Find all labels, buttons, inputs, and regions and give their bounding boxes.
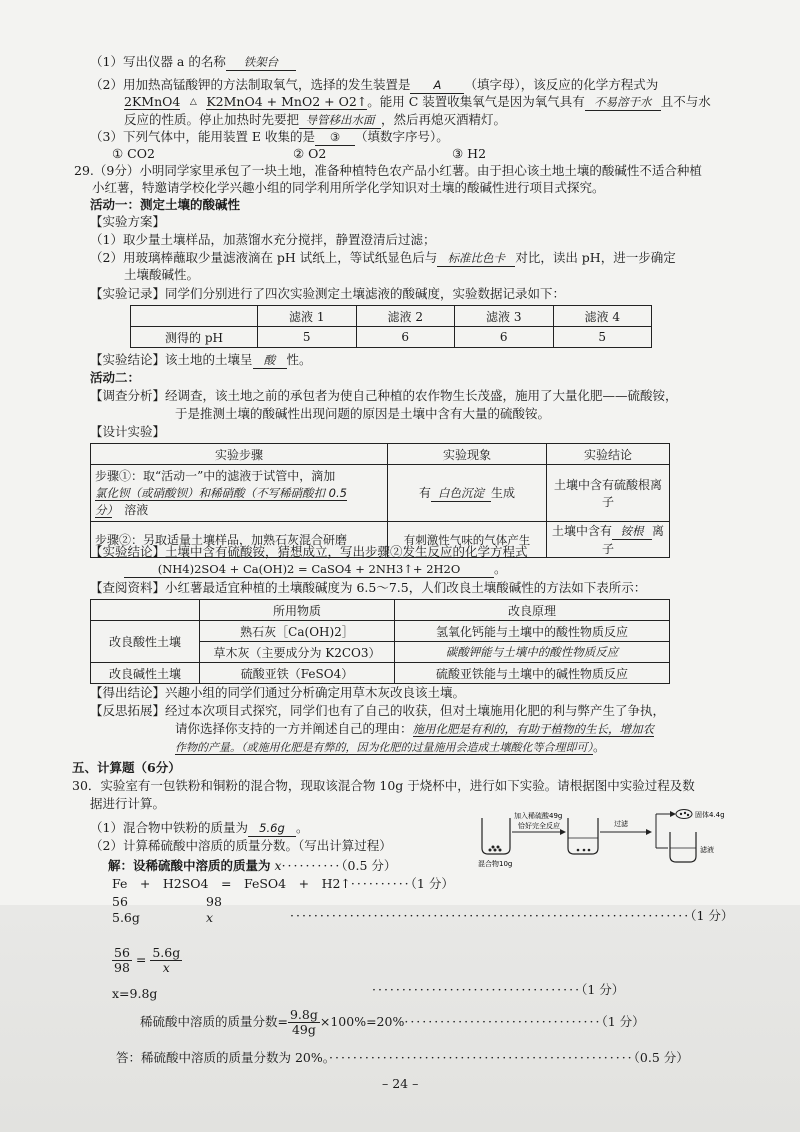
q29-reference: 【查阅资料】小红薯最适宜种植的土壤酸碱度为 6.5～7.5，人们改良土壤酸碱性的方法如下表所示：: [90, 580, 647, 595]
ph-header-2: 滤液 2: [356, 306, 455, 327]
q28-part2-line3: 反应的性质。停止加热时先要把 导管移出水面 ，然后再熄灭酒精灯。: [124, 112, 507, 127]
improve-header-principle: 改良原理: [395, 600, 670, 621]
label-filtrate: 滤液: [700, 846, 714, 854]
q30-intro-1: 30．实验室有一包铁粉和铜粉的混合物，现取该混合物 10g 于烧杯中，进行如下实验。请根据图中实验过程及数: [72, 778, 695, 793]
solution-equation: Fe + H2SO4 = FeSO4 + H2↑··········（1 分）: [112, 876, 454, 891]
design-conclusion-1: 土壤中含有硫酸根离子: [547, 465, 670, 522]
design-step-2: 步骤②：另取适量土壤样品，加熟石灰混合研磨: [91, 522, 388, 558]
improve-corner: [91, 600, 200, 621]
label-filter: 过滤: [614, 820, 628, 828]
q29-reflect-2: 请你选择你支持的一方并阐述自己的理由：施用化肥是有利的，有助于植物的生长，增加农: [175, 721, 655, 736]
q29-survey-1: 【调查分析】经调查，该土地之前的承包者为使自己种植的农作物生长茂盛，施用了大量化肥——硫酸铵，: [90, 388, 678, 403]
experiment-diagram: [478, 808, 734, 872]
design-conclusion-2: 土壤中含有 铵根 离子: [547, 522, 670, 558]
ph-row-label: 测得的 pH: [131, 327, 258, 348]
design-phenomenon-2: 有刺激性气味的气体产生: [388, 522, 547, 558]
q29-record: 【实验记录】同学们分别进行了四次实验测定土壤滤液的酸碱度，实验数据记录如下：: [90, 286, 566, 301]
q29-plan-1: （1）取少量土壤样品，加蒸馏水充分搅拌，静置澄清后过滤；: [90, 232, 436, 247]
label-add-acid: 加入稀硫酸49g: [514, 812, 563, 820]
design-table: [90, 443, 670, 558]
q30-part2: （2）计算稀硫酸中溶质的质量分数。（写出计算过程）: [90, 838, 392, 853]
label-solid: 固体4.4g: [695, 811, 725, 819]
section-5-heading: 五、计算题（6分）: [72, 760, 181, 775]
ph-header-3: 滤液 3: [455, 306, 554, 327]
improve-header-substance: 所用物质: [200, 600, 395, 621]
beaker-mixture-icon: [482, 818, 510, 854]
q29-activity-1: 活动一：测定土壤的酸碱性: [90, 197, 241, 212]
q28-equation-line: 2KMnO4 △ K2MnO4 + MnO2 + O2↑。能用 C 装置收集氧气是因为氧气具有 不易溶于水 且不与水: [124, 94, 711, 109]
ph-table: [130, 305, 652, 348]
q29-design-heading: 【设计实验】: [90, 424, 166, 439]
q29-reflect-1: 【反思拓展】经过本次项目式探究，同学们也有了自己的收获，但对土壤施用化肥的利与弊产生了争执，: [90, 703, 666, 718]
q29-conclusion-2-equation: (NH4)2SO4 + Ca(OH)2 = CaSO4 + 2NH3↑+ 2H2O 。: [124, 561, 507, 578]
ph-value-3: 6: [455, 327, 554, 348]
solution-answer: 答：稀硫酸中溶质的质量分数为 20%。···················································（0.5 分）: [116, 1050, 689, 1065]
ph-table-corner: [131, 306, 258, 327]
solution-molar-fe: 56: [112, 894, 128, 909]
ph-value-1: 5: [258, 327, 357, 348]
q30-intro-2: 据进行计算。: [90, 796, 166, 811]
q29-intro-1: 29.（9分）小明同学家里承包了一块土地，准备种植特色农产品小红薯。由于担心该土地土壤的酸碱性不适合种植: [74, 163, 702, 178]
solution-x-result: x=9.8g: [112, 986, 158, 1001]
design-step-1: 步骤①：取“活动一”中的滤液于试管中，滴加 氯化钡（或硝酸钡）和稀硝酸（不写稀硝酸扣 0.5 分） 溶液: [91, 465, 388, 522]
improve-group-acid: 改良酸性土壤: [91, 621, 200, 663]
q29-conclusion-2: 【实验结论】土壤中含有硫酸铵，猜想成立，写出步骤②发生反应的化学方程式: [90, 544, 528, 559]
q28-option-1: ① CO2: [112, 146, 155, 161]
q29-final: 【得出结论】兴趣小组的同学们通过分析确定用草木灰改良该土壤。: [90, 685, 466, 700]
ph-value-4: 5: [553, 327, 652, 348]
solution-mass-fe: 5.6g: [112, 910, 140, 925]
improve-group-alkali: 改良碱性土壤: [91, 663, 200, 684]
improve-substance-1: 熟石灰［Ca(OH)2］: [200, 621, 395, 642]
design-header-steps: 实验步骤: [91, 444, 388, 465]
ph-value-2: 6: [356, 327, 455, 348]
improve-table: [90, 599, 670, 684]
improve-substance-3: 硫酸亚铁（FeSO4）: [200, 663, 395, 684]
solution-molar-acid: 98: [206, 894, 222, 909]
q28-part1: （1）写出仪器 a 的名称 铁架台: [90, 54, 296, 71]
page-number: – 24 –: [382, 1076, 419, 1091]
ph-header-1: 滤液 1: [258, 306, 357, 327]
q29-activity-2: 活动二：: [90, 370, 141, 385]
q29-conclusion-1: 【实验结论】该土地的土壤呈 酸 性。: [90, 352, 312, 367]
solution-score-line3: ···································································（1 分）: [290, 908, 734, 923]
q28-option-3: ③ H2: [452, 146, 487, 161]
solution-let: 解：设稀硫酸中溶质的质量为 x··········（0.5 分）: [108, 858, 397, 873]
q28-part3: （3）下列气体中，能用装置 E 收集的是 ③ （填数字序号）。: [90, 129, 449, 144]
design-header-phenomenon: 实验现象: [388, 444, 547, 465]
solution-mass-x: x: [206, 910, 214, 925]
improve-substance-2: 草木灰（主要成分为 K2CO3）: [200, 642, 395, 663]
q29-plan-2: （2）用玻璃棒蘸取少量滤液滴在 pH 试纸上，等试纸显色后与 标准比色卡 对比，读出 pH，进一步确定: [90, 250, 676, 265]
q29-plan-heading: 【实验方案】: [90, 214, 166, 229]
q29-survey-2: 于是推测土壤的酸碱性出现问题的原因是土壤中含有大量的硫酸铵。: [175, 406, 551, 421]
ph-header-4: 滤液 4: [553, 306, 652, 327]
beaker-reaction-icon: [568, 818, 598, 854]
design-header-conclusion: 实验结论: [547, 444, 670, 465]
solution-mass-fraction: 稀硫酸中溶质的质量分数= $\frac{9.8g}{49g}$ ×100%=20%·································（1 分）: [140, 1007, 645, 1037]
solution-proportion: $\frac{56}{98}$ = $\frac{5.6g}{x}$: [114, 945, 181, 975]
beaker-filtrate-icon: [670, 832, 696, 862]
design-phenomenon-1: 有 白色沉淀 生成: [388, 465, 547, 522]
improve-principle-3: 硫酸亚铁能与土壤中的碱性物质反应: [395, 663, 670, 684]
q29-intro-2: 小红薯，特邀请学校化学兴趣小组的同学利用所学化学知识对土壤的酸碱性进行项目式探究。: [92, 180, 605, 195]
label-complete-reaction: 恰好完全反应: [518, 822, 560, 830]
label-mixture: 混合物10g: [478, 860, 513, 868]
q29-plan-2-line2: 土壤酸碱性。: [124, 267, 200, 282]
improve-principle-2: 碳酸钾能与土壤中的酸性物质反应: [395, 642, 670, 663]
q28-option-2: ② O2: [293, 146, 327, 161]
improve-principle-1: 氢氧化钙能与土壤中的酸性物质反应: [395, 621, 670, 642]
q28-part2: （2）用加热高锰酸钾的方法制取氧气，选择的发生装置是 A （填字母），该反应的化学方程式为: [90, 77, 659, 92]
q30-part1: （1）混合物中铁粉的质量为 5.6g 。: [90, 820, 309, 835]
solution-score-line5: ···································（1 分）: [372, 982, 625, 997]
solid-residue-icon: [676, 810, 692, 819]
q29-reflect-3: 作物的产量。（或施用化肥是有弊的，因为化肥的过量施用会造成土壤酸化等合理即可）。: [175, 739, 606, 754]
